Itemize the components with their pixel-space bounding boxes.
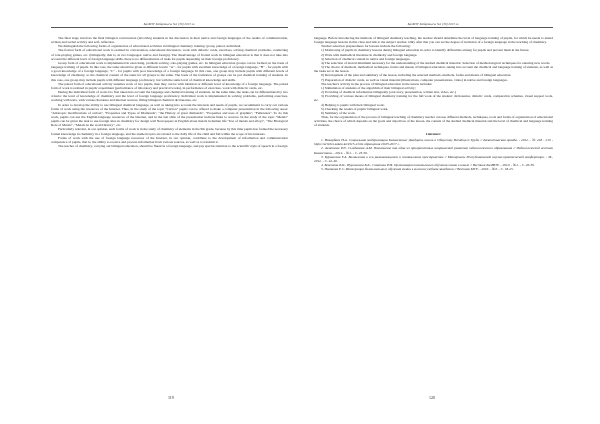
paragraph: During the individual form of work it is first taken into account the language and chemical training of students. At the same time, the tasks can be differentiated by two criteria: the level of knowledge of chemistry and the level of foreign language proficiency. Individual work is implemented in solving problems, performing exercises, working with texts, with various literature and Internet sources, filling bilingual chemical dictionaries, etc. bbox=[51, 90, 288, 103]
paragraph: Forms of work with the use of foreign language resources of the Internet, in our opinion, contribute to the development of information and communication competence of pupils, that is, the ability to receive and process information from various sources, as well as to transmit it. bbox=[51, 135, 288, 144]
reference-item: 5. Полякова Е.С. Интеграция билингвального обучения химии в высшем учебном заведении // Вестник МГУ. - 2016. - №3. - С. 18-25. bbox=[321, 167, 514, 172]
header-rule bbox=[51, 27, 288, 28]
paragraph: In order to develop the ability to use bilingual chemical language, as well as taking into account the interests and needs of pupils, we recommend to carry out various forms of work using the resources of the Internet. Thus, in the study of the topic "Carbon" pupils can be offered to make a computer presentation in the following areas: "Allotropic modifications of carbon", "Properties and Types of Diamonds", "the History of great diamonds", "Properties and uses of graphite", "Fullerenes". To do this work, pupils can use the English-language resources of the Internet, and in the last slide of the presentation indicate links to sources. In the study of the topic "Metals" pupils can be given the task to use foreign sites in chemistry for design wall Newspapers in English about metals in human life "Use of metals and alloys", "The Biological Role of Metals", "Metals in the world history", etc. bbox=[51, 102, 288, 128]
list-item: 5) The choice of methods, methodical techniques, forms and means of bilingual education, taking into account the chemical and language training of students, as well as the tasks set at the lesson. bbox=[314, 65, 553, 74]
running-head: ҚазҰПУ Хабаршысы №1 (39) 2013 ж. bbox=[143, 22, 196, 26]
paragraph: Group form of educational work is implemented in exercising, problem solving, role-playing games, etc. In bilingual education groups can be formed on the basis of language training of pupils. In this case, the tasks should be given at different levels: "A" - for pupils with excellent knowledge of a foreign language, "B" - for pupils with a good knowledge of a foreign language, "C" - for pupils with poor knowledge of a foreign language. In this case, one group may include pupils with different levels of knowledge of chemistry, so the chemical content of the tasks for all groups is the same. The basis of the formation of groups can be put chemical training of students. In this case, one group may include pupils with different language proficiency, but with the same level of chemical knowledge and skills. bbox=[51, 60, 288, 82]
paragraph: Particularly relevant, in our opinion, such forms of work is in the study of chemistry of elements in the 9th grade, because by this time pupils has formed the necessary formal knowledge in chemistry in a foreign language, and the studied topics are related to the daily life of the child and fall within the scope of his interests. bbox=[51, 127, 288, 136]
list-item: 1) Monitoring of pupils in chemistry lessons during bilingual education in order to identify difficulties arising for pupils and prevent them in the future. bbox=[321, 48, 530, 53]
list-item: 3) Selection of chemical content in native and foreign languages. bbox=[321, 56, 411, 61]
list-item: 2) Providing of chemical information bilingually (oral story, presentation, written text, video, etc.) bbox=[321, 90, 457, 95]
page-body bbox=[314, 36, 553, 171]
paragraph: The teacher of chemistry, carrying out bilingual education, should be fluent in a foreign language, and pay special attention to the scientific style of speech in a foreign bbox=[58, 144, 288, 149]
reference-item: 4. Бекетова Б.К., Нургалиева Б.К., Сматова Р.М. Организация полиязычного обучения химии в школе // Вестник КазНПУ. - 2010. - №1. - С. 26-30. bbox=[321, 163, 535, 168]
reference-item: 1. Назарбаев Н.А. Социальная модернизация Казахстана: Двадцать шагов к Обществу Всеобщего Труда // Казахстанская правда. - 2012. - № 218 - 219 - https://articles.zakon.kz/4515-2.htm обращения 20.05.2017 г. bbox=[314, 138, 553, 147]
page-body bbox=[51, 36, 288, 148]
list-item: 2) Work with methodical literature in chemistry and foreign language. bbox=[321, 52, 418, 57]
paragraph: Thus, for the organization of the process of bilingual teaching of chemistry teacher can use different methods, techniques, tools and forms of organization of educational activities, the choice of which depends on the goals and objectives of the lesson, the content of the studied chemical material and the level of chemical and language training of students. bbox=[314, 114, 553, 128]
paragraph: The teacher's activity in the process of bilingual education in the lesson includes: bbox=[321, 81, 433, 86]
paragraph: We distinguish the following forms of organization of educational activities in bilingual chemistry training: group, paired, individual. bbox=[58, 44, 242, 49]
list-item: 7) Preparation of didactic cards, as well as visual material (illustrations, computer presentations, video) in native and foreign languages. bbox=[321, 77, 508, 82]
list-item: 1) Stimulation of students of the algorithm of their bilingual activity; bbox=[321, 85, 416, 90]
reference-item: 2. Ахметова Р.Р., Сыздыкова А.М. Полиязычие как одна из приоритетных направлений развития педагогического образования // Педагогический вестник Казахстана. - 2014. - №1. - С. 23-30. bbox=[314, 146, 553, 155]
paragraph: The frontal form of educational work is realized in conversation, educational discussion, work with didactic cards, exercises, solving chemical problems, conducting of role-playing games, etc. (bilingually, that is, in two languages: native and foreign). The disadvantage of frontal work in bilingual education is that it does not take into account the different level of foreign language skills, there is no differentiation of tasks for pupils depending on their foreign proficiency. bbox=[51, 48, 288, 61]
literature-heading: Literature: bbox=[425, 132, 442, 137]
page-number: 120 bbox=[429, 396, 435, 400]
paragraph: The paired form of educational activity assumes work of two pupils, thus they can be with identical or different level of knowledge of a foreign language. The paired form of work is realized in pupils' experiment (performance of laboratory and practical works), in performance of exercises, work with didactic cards, etc. bbox=[51, 81, 288, 90]
header-rule bbox=[314, 27, 553, 28]
reference-item: 3. Бурашеева Т.А. Билингвизм в его развивающемся и полиязычном пространстве // Материалы Республиканской научно-практической конференции. - М., 2012. - С. 42-49. bbox=[314, 154, 553, 163]
paragraph: Teacher selection preparedness for lessons include the following: bbox=[321, 44, 411, 49]
list-item: 4) Helping to pupils with their bilingual work. bbox=[321, 102, 385, 107]
list-item: 6) Development of the plan and summary of the lesson, including the selected methods, methods, forms and means of bilingual education. bbox=[321, 73, 512, 78]
running-head: ҚазҰПУ Хабаршысы №1 (39) 2013 ж. bbox=[407, 22, 460, 26]
paragraph: The final stage involves the final bilingual conversation (involving students in the discussion in their native and foreign languages of the results of communication, written and verbal activity and self- reflection. bbox=[51, 36, 288, 45]
page-number: 119 bbox=[168, 396, 174, 400]
list-item: 6) Summary of the work. bbox=[321, 110, 356, 115]
paragraph: language. Before introducing the methods of bilingual chemistry teaching, the teacher should determine the level of language training of pupils, for which he needs to attend foreign language lessons in this class and talk to the subject teacher. Only after that you can set the degree of inclusion of a foreign language in the teaching of chemistry. bbox=[314, 36, 553, 45]
list-item: 4) The selection of lexical minimum necessary for the understanding of the studied chemical material. Selection of methodological techniques for entering new words. bbox=[321, 60, 551, 65]
right-page bbox=[300, 0, 600, 424]
list-item: 3) Providing of various means of bilingual chemistry training for the full work of the student: dictionaries, didactic cards, comparative schemes, visual support tools, etc. bbox=[314, 94, 553, 103]
list-item: 5) Checking the results of pupils' bilingual work. bbox=[321, 106, 389, 111]
